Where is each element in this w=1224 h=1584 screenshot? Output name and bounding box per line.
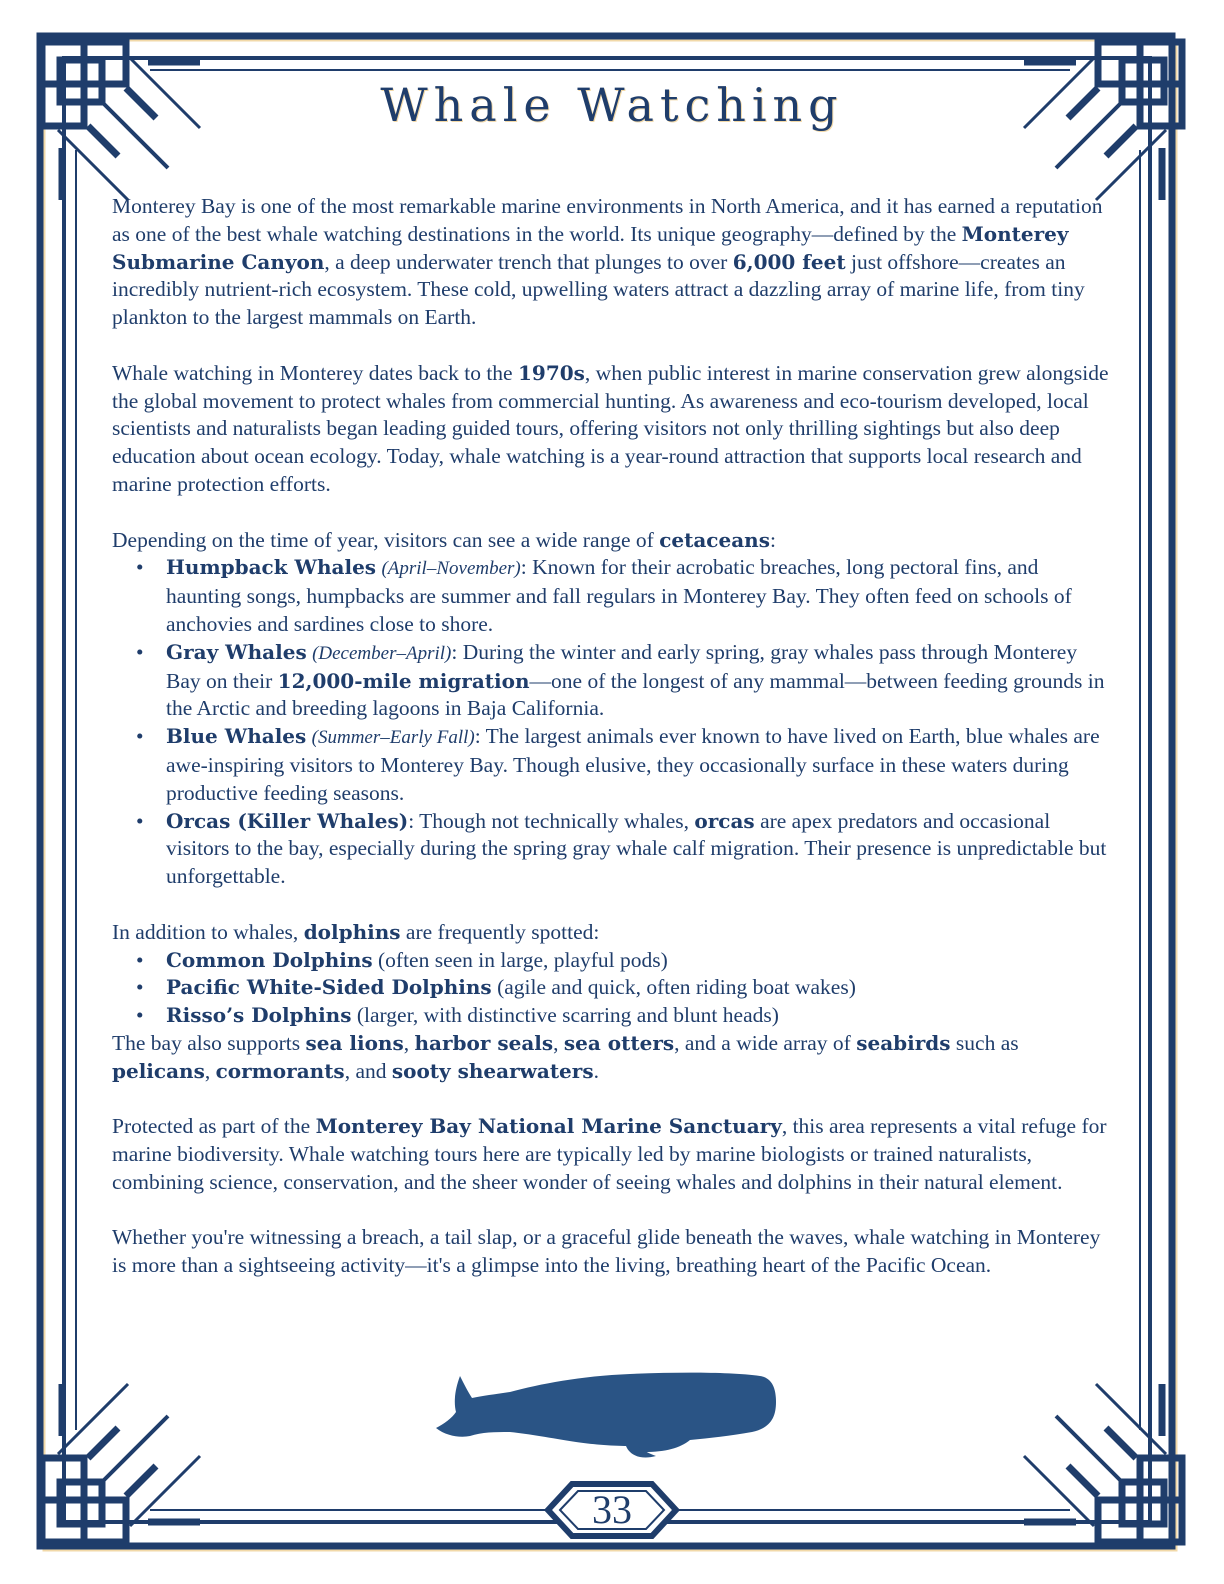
list-item-orca: • Orcas (Killer Whales): Though not technically whales, orcas are apex predators and occasional visitors to the bay, especially during the spring gray whale calf migration. Their presence is unpredictable but unforgettable. bbox=[166, 808, 1112, 891]
intro-paragraph: Monterey Bay is one of the most remarkable marine environments in North America, and it has earned a reputation as one of the best whale watching destinations in the world. Its unique geography—defined by the Monterey Submarine Canyon, a deep underwater trench that plunges to over 6,000 feet just offshore—creates an incredibly nutrient-rich ecosystem. These cold, upwelling waters attract a dazzling array of marine life, from tiny plankton to the largest mammals on Earth. bbox=[112, 194, 1103, 330]
page-title: Whale Watching bbox=[380, 78, 844, 132]
list-item-humpback: • Humpback Whales (April–November): Known for their acrobatic breaches, long pectoral fins, and haunting songs, humpbacks are summer and fall regulars in Monterey Bay. They often feed on schools of anchovies and sardines close to shore. bbox=[166, 554, 1112, 638]
dolphin-list bbox=[112, 947, 1112, 1030]
closing-paragraph: Whether you're witnessing a breach, a tail slap, or a graceful glide beneath the waves, whale watching in Monterey is more than a sightseeing activity—it's a glimpse into the living, breathing heart of the Pacific Ocean. bbox=[112, 1225, 1101, 1278]
page-number: 33 bbox=[592, 1487, 632, 1532]
other-wildlife-paragraph: The bay also supports sea lions, harbor seals, sea otters, and a wide array of seabirds such as pelicans, cormorants, and sooty shearwaters. bbox=[112, 1030, 1019, 1083]
dolphins-intro: In addition to whales, dolphins are frequently spotted: bbox=[112, 919, 600, 944]
list-item-gray: • Gray Whales (December–April): During the winter and early spring, gray whales pass through Monterey Bay on their 12,000-mile migration—one of the longest of any mammal—between feeding grounds in the Arctic and breeding lagoons in Baja California. bbox=[166, 639, 1112, 723]
cetacean-list bbox=[112, 554, 1112, 891]
article-body bbox=[112, 193, 1112, 1308]
list-item-blue: • Blue Whales (Summer–Early Fall): The largest animals ever known to have lived on Earth, blue whales are awe-inspiring visitors to Monterey Bay. Though elusive, they occasionally surface in these waters during productive feeding seasons. bbox=[166, 723, 1112, 807]
whale-icon bbox=[430, 1362, 780, 1462]
sanctuary-paragraph: Protected as part of the Monterey Bay National Marine Sanctuary, this area represents a vital refuge for marine biodiversity. Whale watching tours here are typically led by marine biologists or trained naturalists, combining science, conservation, and the sheer wonder of seeing whales and dolphins in their natural element. bbox=[112, 1114, 1107, 1194]
list-item: • Risso’s Dolphins (larger, with distinctive scarring and blunt heads) bbox=[166, 1002, 1112, 1030]
history-paragraph: Whale watching in Monterey dates back to the 1970s, when public interest in marine conservation grew alongside the global movement to protect whales from commercial hunting. As awareness and eco-tourism developed, local scientists and naturalists began leading guided tours, offering visitors not only thrilling sightings but also deep education about ocean ecology. Today, whale watching is a year-round attraction that supports local research and marine protection efforts. bbox=[112, 360, 1109, 496]
list-item: • Common Dolphins (often seen in large, playful pods) bbox=[166, 947, 1112, 975]
list-item: • Pacific White-Sided Dolphins (agile and quick, often riding boat wakes) bbox=[166, 974, 1112, 1002]
cetaceans-intro: Depending on the time of year, visitors can see a wide range of cetaceans: bbox=[112, 527, 776, 552]
